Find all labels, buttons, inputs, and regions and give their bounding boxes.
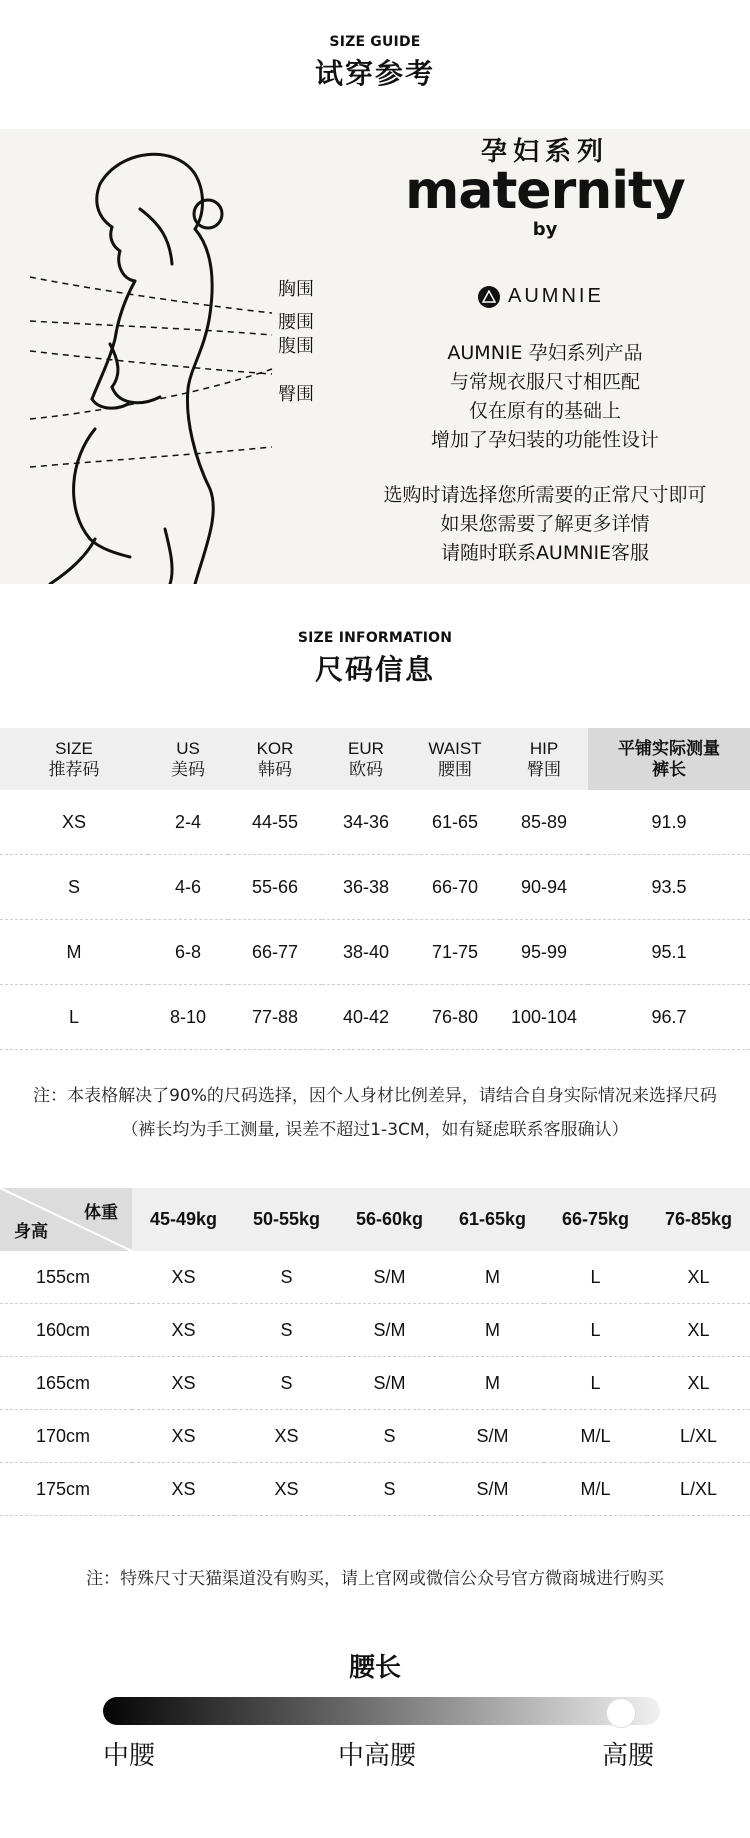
size-note: 注：本表格解决了90%的尺码选择，因个人身材比例差异，请结合自身实际情况来选择尺码 bbox=[33, 1086, 717, 1106]
desc-line: 仅在原有的基础上 bbox=[468, 400, 621, 422]
table-row: L 8-10 77-88 40-42 76-80 100-104 96.7 bbox=[0, 985, 750, 1050]
table-row: 170cm XS XS S S/M M/L L/XL bbox=[0, 1410, 750, 1463]
waist-label-high: 高腰 bbox=[602, 1741, 655, 1771]
col-waist: WAIST 腰围 bbox=[410, 728, 500, 790]
label-chest: 胸围 bbox=[278, 279, 314, 300]
waist-rise-bar bbox=[103, 1697, 660, 1725]
table-row: XS 2-4 44-55 34-36 61-65 85-89 91.9 bbox=[0, 790, 750, 855]
table-row: 175cm XS XS S S/M M/L L/XL bbox=[0, 1463, 750, 1516]
brand-logo bbox=[478, 285, 604, 308]
col-us: US 美码 bbox=[148, 728, 228, 790]
size-guide-cn: 试穿参考 bbox=[314, 57, 435, 90]
table-row: S 4-6 55-66 36-38 66-70 90-94 93.5 bbox=[0, 855, 750, 920]
series-title-cn: 孕妇系列 bbox=[480, 137, 609, 167]
table-row: 155cm XS S S/M M L XL bbox=[0, 1251, 750, 1304]
desc-line: 如果您需要了解更多详情 bbox=[440, 513, 650, 535]
weight-col: 56-60kg bbox=[338, 1188, 441, 1251]
description-block-2 bbox=[360, 481, 730, 568]
col-kor: KOR 韩码 bbox=[228, 728, 322, 790]
weight-col: 76-85kg bbox=[647, 1188, 750, 1251]
brand-logo-icon bbox=[478, 286, 500, 308]
label-waist: 腰围 bbox=[278, 312, 314, 333]
size-guide-en: SIZE GUIDE bbox=[329, 34, 421, 50]
desc-line: 选购时请选择您所需要的正常尺寸即可 bbox=[383, 484, 707, 506]
label-hip: 臀围 bbox=[278, 384, 314, 405]
size-table bbox=[0, 728, 750, 1050]
size-info-en: SIZE INFORMATION bbox=[297, 630, 453, 646]
label-belly: 腹围 bbox=[278, 336, 314, 357]
weight-col: 50-55kg bbox=[235, 1188, 338, 1251]
height-label: 身高 bbox=[14, 1222, 48, 1241]
brand-name: AUMNIE bbox=[508, 285, 604, 307]
waist-rise-indicator bbox=[606, 1698, 636, 1728]
col-hip: HIP 臀围 bbox=[500, 728, 588, 790]
size-note-measure: （裤长均为手工测量, 误差不超过1-3CM，如有疑虑联系客服确认） bbox=[121, 1120, 629, 1140]
waist-label-mid: 中腰 bbox=[103, 1741, 156, 1771]
size-table-header bbox=[0, 728, 750, 790]
table-row: M 6-8 66-77 38-40 71-75 95-99 95.1 bbox=[0, 920, 750, 985]
desc-line: 与常规衣服尺寸相匹配 bbox=[449, 371, 640, 393]
weight-col: 66-75kg bbox=[544, 1188, 647, 1251]
corner-cell bbox=[0, 1188, 132, 1251]
height-weight-header bbox=[0, 1188, 750, 1251]
col-length: 平铺实际测量 裤长 bbox=[588, 728, 750, 790]
description-block-1 bbox=[360, 339, 730, 455]
by-text: by bbox=[532, 219, 558, 240]
weight-col: 61-65kg bbox=[441, 1188, 544, 1251]
desc-line: 增加了孕妇装的功能性设计 bbox=[430, 429, 659, 451]
col-size: SIZE 推荐码 bbox=[0, 728, 148, 790]
series-title-en: maternity bbox=[405, 161, 685, 221]
height-weight-table bbox=[0, 1188, 750, 1516]
waist-rise-title: 腰长 bbox=[348, 1653, 401, 1683]
size-info-cn: 尺码信息 bbox=[314, 653, 435, 686]
table-row: 165cm XS S S/M M L XL bbox=[0, 1357, 750, 1410]
weight-col: 45-49kg bbox=[132, 1188, 235, 1251]
weight-label: 体重 bbox=[84, 1203, 118, 1222]
desc-line: 请随时联系AUMNIE客服 bbox=[440, 542, 650, 564]
col-eur: EUR 欧码 bbox=[322, 728, 410, 790]
channel-note: 注：特殊尺寸天猫渠道没有购买，请上官网或微信公众号官方微商城进行购买 bbox=[86, 1569, 664, 1589]
maternity-hero bbox=[0, 129, 750, 584]
waist-label-mid-high: 中高腰 bbox=[338, 1741, 417, 1771]
desc-line: AUMNIE 孕妇系列产品 bbox=[447, 342, 643, 364]
table-row: 160cm XS S S/M M L XL bbox=[0, 1304, 750, 1357]
